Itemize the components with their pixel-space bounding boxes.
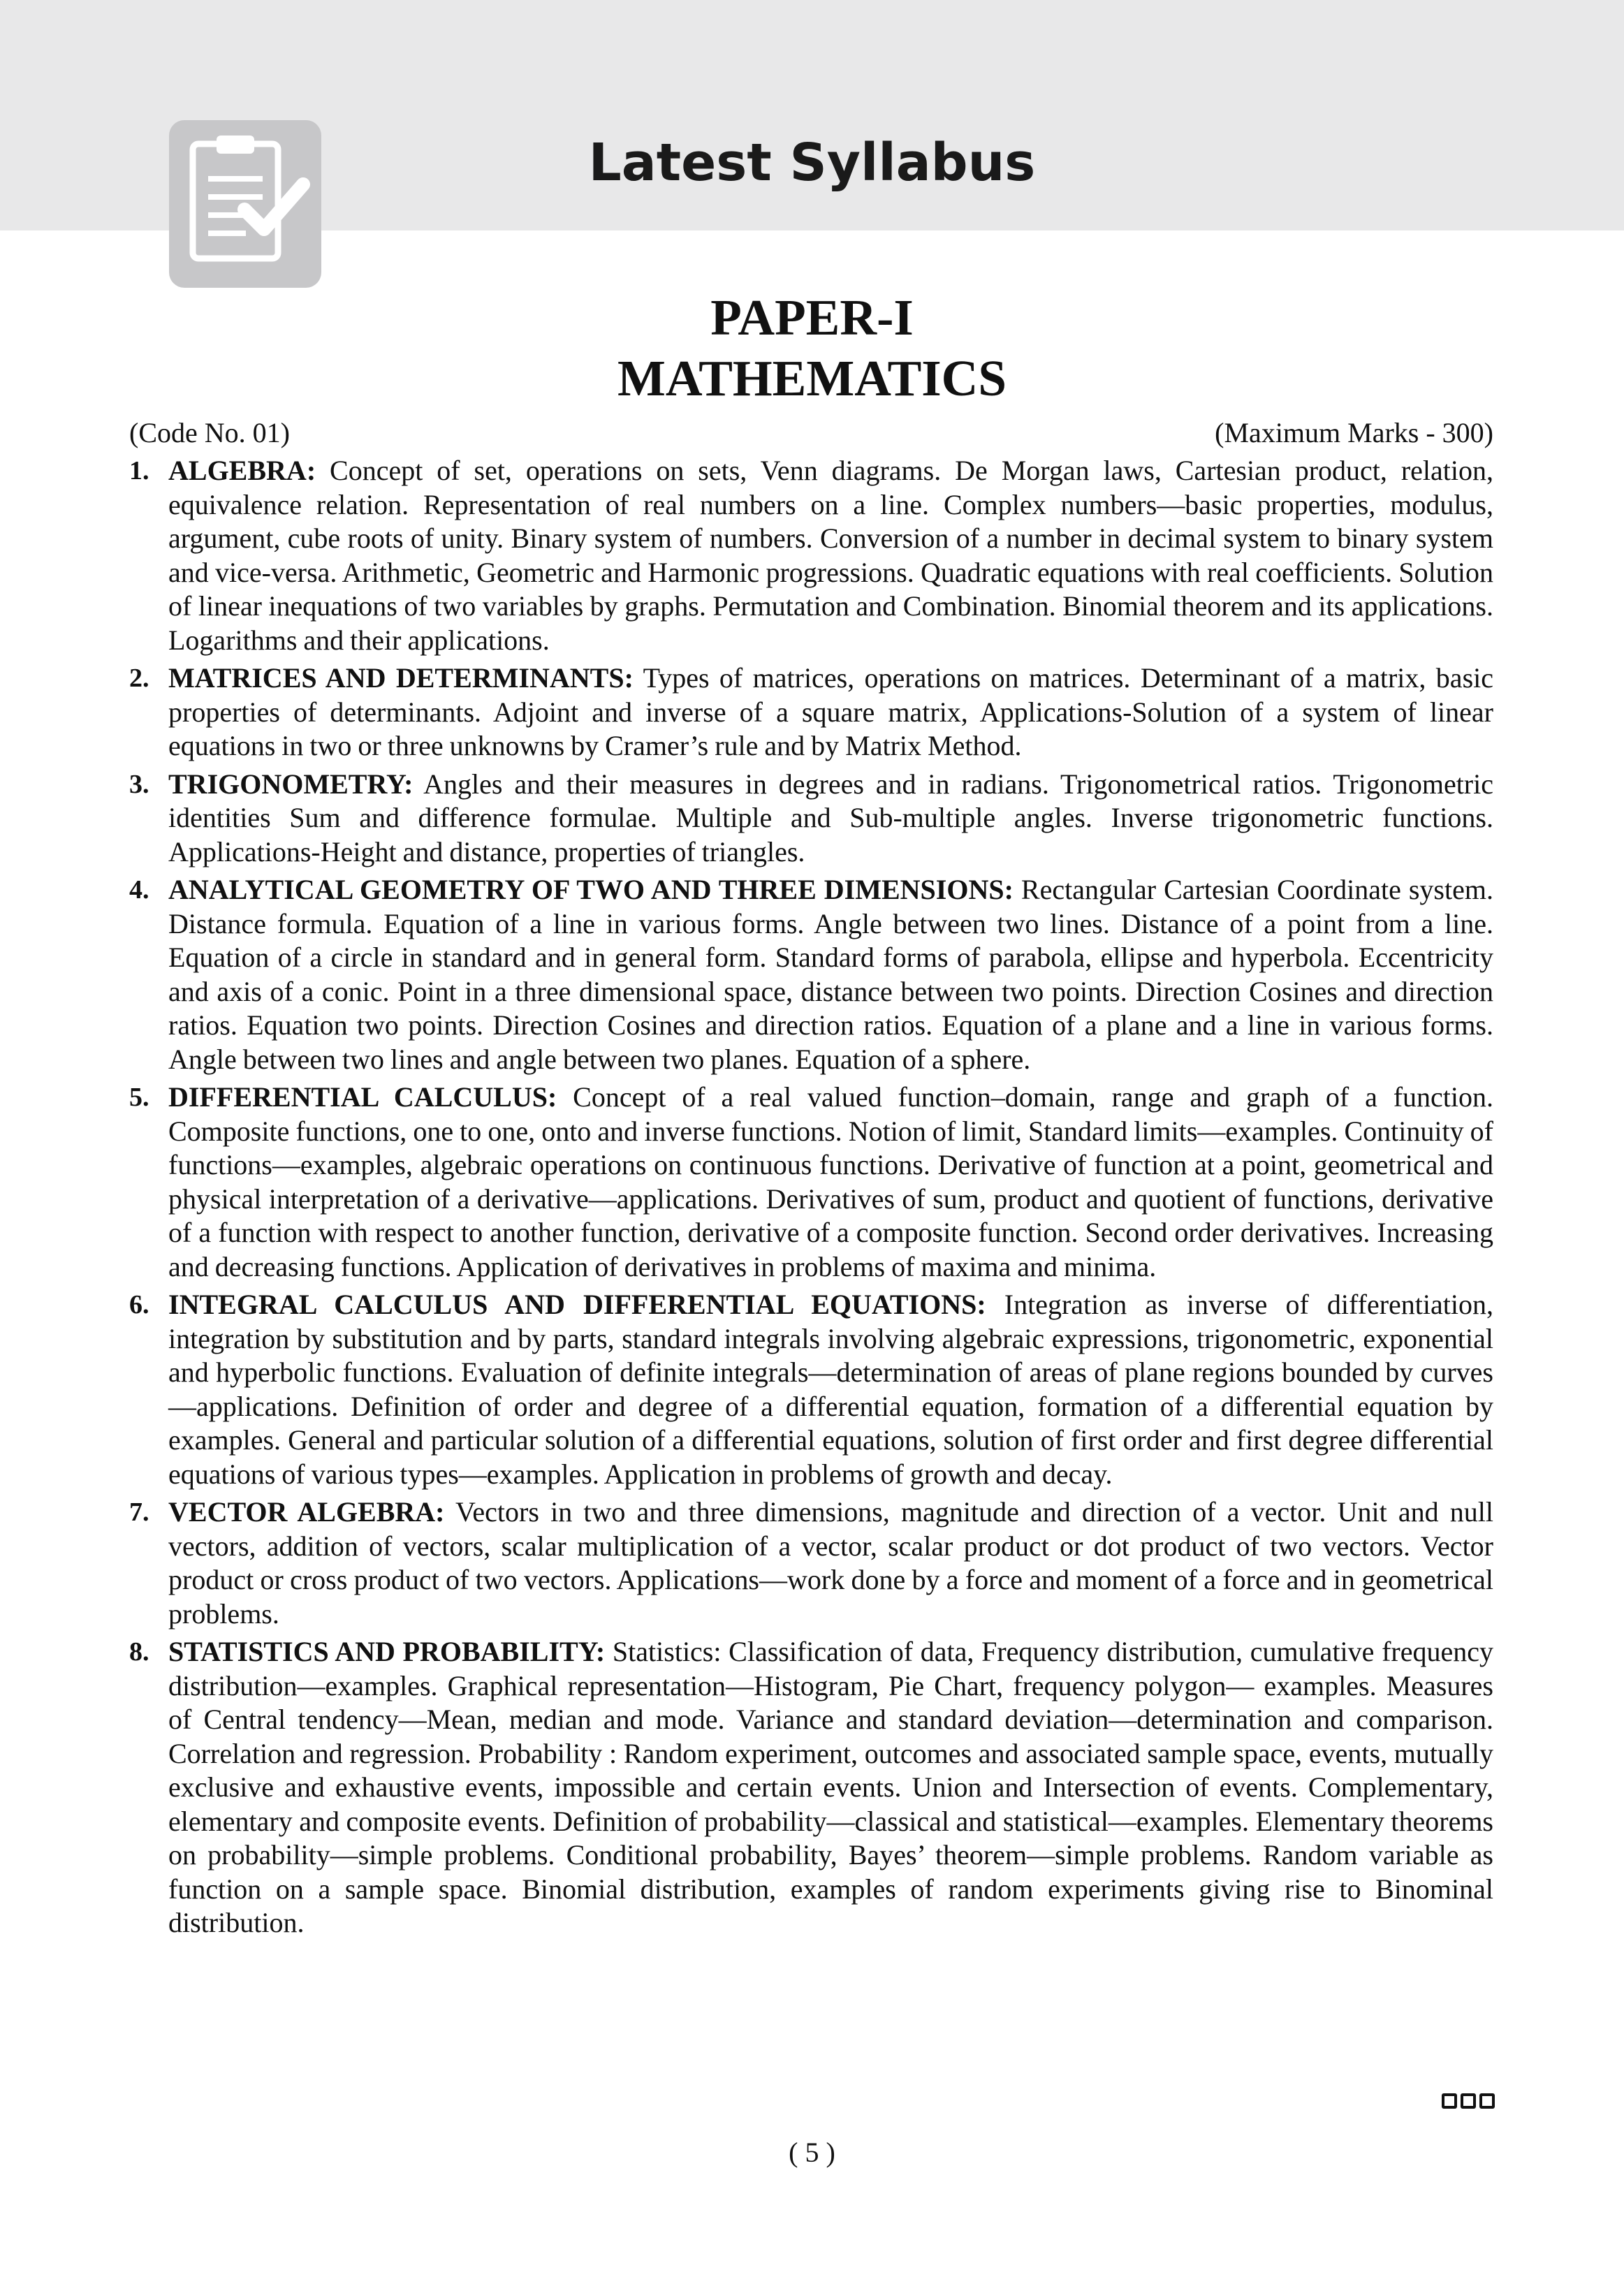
item-number: 3. [129, 769, 149, 799]
subject-title: MATHEMATICS [617, 350, 1007, 407]
syllabus-list [129, 454, 1493, 1945]
end-box-icon [1479, 2093, 1495, 2109]
item-number: 1. [129, 456, 149, 485]
syllabus-item [129, 1288, 1493, 1491]
item-heading: ANALYTICAL GEOMETRY OF TWO AND THREE DIMENSIONS: [168, 874, 1014, 905]
item-heading: DIFFERENTIAL CALCULUS: [168, 1081, 557, 1113]
item-text [168, 768, 1493, 870]
item-heading: MATRICES AND DETERMINANTS: [168, 662, 634, 694]
item-body: Statistics: Classification of data, Frequency distribution, cumulative frequency distribution—examples. Graphical representation—Histogram, Pie Chart, frequency polygon— examples. Measures of Central tendency—Mean, median and mode. Variance and standard deviation—determination and comparison. Correlation and regression. Probability : Random experiment, outcomes and associated sample space, events, mutually exclusive and exhaustive events, impossible and certain events. Union and Intersection of events. Complementary, elementary and composite events. Definition of probability—classical and statistical—examples. Elementary theorems on probability—simple problems. Conditional probability, Bayes’ theorem—simple problems. Random variable as function on a sample space. Binomial distribution, examples of random experiments giving rise to Binominal distribution. [168, 1636, 1493, 1938]
item-heading: INTEGRAL CALCULUS AND DIFFERENTIAL EQUATIONS: [168, 1289, 986, 1320]
syllabus-item [129, 454, 1493, 657]
item-text [168, 873, 1493, 1076]
item-body: Concept of set, operations on sets, Venn diagrams. De Morgan laws, Cartesian product, relation, equivalence relation. Representation of real numbers on a line. Complex numbers—basic properties, modulus, argument, cube roots of unity. Binary system of numbers. Conversion of a number in decimal system to binary system and vice-versa. Arithmetic, Geometric and Harmonic progressions. Quadratic equations with real coefficients. Solution of linear inequations of two variables by graphs. Permutation and Combination. Binomial theorem and its applications. Logarithms and their applications. [168, 455, 1493, 656]
item-text [168, 1288, 1493, 1491]
end-box-icon [1442, 2093, 1457, 2109]
item-text [168, 1495, 1493, 1631]
end-of-section-icon [1442, 2093, 1495, 2113]
paper-title: PAPER-I [710, 289, 914, 346]
item-number: 8. [129, 1637, 149, 1667]
item-body: Vectors in two and three dimensions, magnitude and direction of a vector. Unit and null vectors, addition of vectors, scalar multiplication of a vector, scalar product or dot product of two vectors. Vector product or cross product of two vectors. Applications—work done by a force and moment of a force and in geometrical problems. [168, 1496, 1493, 1630]
syllabus-item [129, 661, 1493, 763]
end-box-icon [1461, 2093, 1476, 2109]
item-number: 5. [129, 1083, 149, 1112]
item-body: Types of matrices, operations on matrices. Determinant of a matrix, basic properties of determinants. Adjoint and inverse of a square matrix, Applications-Solution of a system of linear equations in two or three unknowns by Cramer’s rule and by Matrix Method. [168, 662, 1493, 761]
item-body: Concept of a real valued function–domain, range and graph of a function. Composite functions, one to one, onto and inverse functions. Notion of limit, Standard limits—examples. Continuity of functions—examples, algebraic operations on continuous functions. Derivative of function at a point, geometrical and physical interpretation of a derivative—applications. Derivatives of sum, product and quotient of functions, derivative of a function with respect to another function, derivative of a composite function. Second order derivatives. Increasing and decreasing functions. Application of derivatives in problems of maxima and minima. [168, 1081, 1494, 1282]
item-text [168, 1635, 1493, 1940]
item-body: Angles and their measures in degrees and in radians. Trigonometrical ratios. Trigonometric identities Sum and difference formulae. Multiple and Sub-multiple angles. Inverse trigonometric functions. Applications-Height and distance, properties of triangles. [168, 768, 1493, 868]
item-number: 4. [129, 875, 149, 905]
syllabus-item [129, 1495, 1493, 1631]
item-heading: VECTOR ALGEBRA: [168, 1496, 445, 1528]
item-text [168, 454, 1493, 657]
syllabus-item [129, 1635, 1493, 1940]
code-number: (Code No. 01) [129, 417, 290, 448]
item-text [168, 1081, 1493, 1284]
item-number: 7. [129, 1498, 149, 1527]
maximum-marks: (Maximum Marks - 300) [1215, 417, 1493, 448]
syllabus-item [129, 1081, 1493, 1284]
item-heading: ALGEBRA: [168, 455, 316, 486]
item-body: Rectangular Cartesian Coordinate system. Distance formula. Equation of a line in various forms. Angle between two lines. Distance of a point from a line. Equation of a circle in standard and in general form. Standard forms of parabola, ellipse and hyperbola. Eccentricity and axis of a conic. Point in a three dimensional space, distance between two points. Direction Cosines and direction ratios. Equation two points. Direction Cosines and direction ratios. Equation of a plane and a line in various forms. Angle between two lines and angle between two planes. Equation of a sphere. [168, 874, 1493, 1075]
header-title: Latest Syllabus [588, 133, 1036, 193]
page-number: ( 5 ) [789, 2137, 835, 2168]
item-body: Integration as inverse of differentiation, integration by substitution and by parts, standard integrals involving algebraic expressions, trigonometric, exponential and hyperbolic functions. Evaluation of definite integrals—determination of areas of plane regions bounded by curves—applications. Definition of order and degree of a differential equation, formation of a differential equation by examples. General and particular solution of a differential equations, solution of first order and first degree differential equations of various types—examples. Application in problems of growth and decay. [168, 1289, 1494, 1490]
syllabus-item [129, 873, 1493, 1076]
item-number: 2. [129, 664, 149, 693]
item-heading: TRIGONOMETRY: [168, 768, 414, 800]
syllabus-item [129, 768, 1493, 870]
item-heading: STATISTICS AND PROBABILITY: [168, 1636, 606, 1667]
item-number: 6. [129, 1290, 149, 1319]
item-text [168, 661, 1493, 763]
